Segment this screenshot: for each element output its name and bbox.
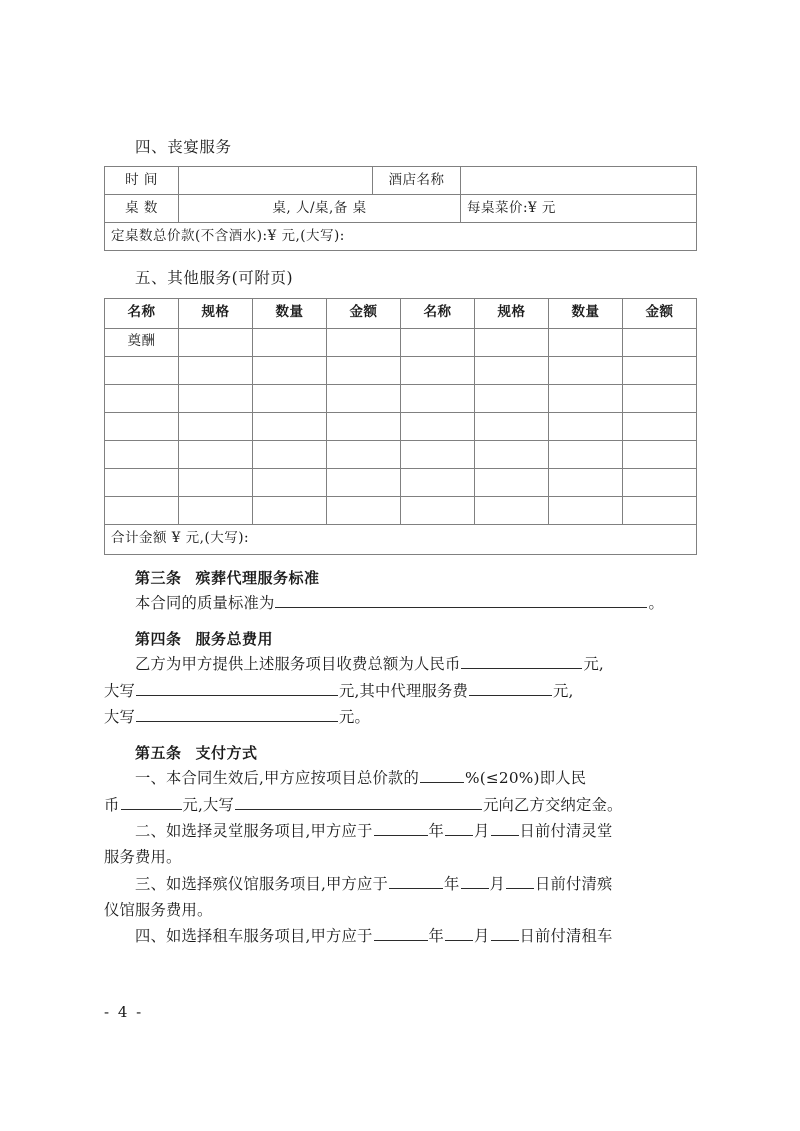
table-cell[interactable]	[327, 412, 401, 440]
table-cell[interactable]	[549, 468, 623, 496]
table-cell[interactable]	[623, 328, 697, 356]
deposit-percent-blank[interactable]	[420, 767, 464, 784]
funeral-home-year-blank[interactable]	[389, 872, 443, 889]
other-services-section-heading: 五、其他服务(可附页)	[135, 269, 294, 288]
column-header: 名称	[401, 298, 475, 328]
table-cell[interactable]	[475, 384, 549, 412]
table-cell[interactable]	[549, 328, 623, 356]
article-4-line-2-mid: 元,其中代理服务费	[339, 681, 469, 700]
article-4-line-3-pre: 大写	[104, 707, 135, 726]
article-4-title: 服务总费用	[195, 630, 274, 649]
other-services-total[interactable]: 合计金额 ¥ 元,(大写):	[105, 524, 697, 554]
article-5-item-4-day: 日前付清租车	[519, 927, 613, 946]
table-cell[interactable]	[475, 468, 549, 496]
table-cell[interactable]	[401, 496, 475, 524]
deposit-amount-words-blank[interactable]	[235, 793, 482, 810]
banquet-time-label: 时 间	[105, 167, 179, 195]
funeral-home-month-blank[interactable]	[461, 872, 489, 889]
article-5-item-2-day: 日前付清灵堂	[519, 822, 613, 841]
table-cell[interactable]	[105, 468, 179, 496]
banquet-table	[104, 166, 697, 251]
table-cell[interactable]	[475, 328, 549, 356]
table-row	[105, 496, 697, 524]
article-5-item-3-line-1	[104, 871, 696, 897]
table-cell[interactable]	[253, 356, 327, 384]
table-cell[interactable]	[253, 328, 327, 356]
hall-month-blank[interactable]	[445, 819, 473, 836]
article-5-item-2-line-1	[104, 818, 696, 844]
article-4-line-3	[104, 704, 696, 730]
article-5-item-3-line-2: 仪馆服务费用。	[104, 900, 213, 919]
table-cell[interactable]	[179, 440, 253, 468]
table-cell[interactable]	[105, 412, 179, 440]
article-5-item-3-month: 月	[489, 874, 506, 893]
table-cell[interactable]	[549, 440, 623, 468]
table-cell[interactable]	[549, 412, 623, 440]
deposit-amount-blank[interactable]	[121, 793, 182, 810]
article-5-item-3-day: 日前付清殡	[535, 874, 613, 893]
article-5-title: 支付方式	[195, 744, 258, 763]
column-header: 名称	[105, 298, 179, 328]
article-5-item-4-month: 月	[474, 927, 490, 946]
table-cell[interactable]	[327, 328, 401, 356]
table-cell[interactable]	[401, 468, 475, 496]
column-header: 规格	[179, 298, 253, 328]
table-cell[interactable]	[401, 384, 475, 412]
table-header-row	[105, 298, 697, 328]
table-row	[105, 440, 697, 468]
table-cell[interactable]	[549, 496, 623, 524]
banquet-total-row[interactable]: 定桌数总价款(不含酒水):¥ 元,(大写):	[105, 223, 697, 251]
table-cell[interactable]	[327, 384, 401, 412]
article-5-heading	[104, 742, 696, 765]
article-4-heading	[104, 628, 696, 651]
page-number: - 4 -	[104, 1003, 144, 1021]
article-4-line-1-post: 元,	[583, 655, 604, 674]
column-header: 金额	[623, 298, 697, 328]
table-cell[interactable]	[549, 356, 623, 384]
article-5-item-1-pre: 一、本合同生效后,甲方应按项目总价款的	[135, 769, 420, 788]
total-fee-words-blank[interactable]	[136, 679, 338, 696]
car-rental-year-blank[interactable]	[374, 925, 428, 942]
article-4-line-1-pre: 乙方为甲方提供上述服务项目收费总额为人民币	[135, 655, 461, 674]
table-cell[interactable]	[105, 440, 179, 468]
table-cell[interactable]	[327, 440, 401, 468]
article-5-item-1-line-1	[104, 765, 696, 791]
column-header: 数量	[253, 298, 327, 328]
article-3-heading	[104, 567, 696, 590]
article-3-line-1	[104, 590, 696, 616]
article-4-line-2-pre: 大写	[104, 681, 135, 700]
hall-year-blank[interactable]	[374, 819, 428, 836]
article-3-line-1-post: 。	[648, 593, 664, 612]
banquet-time-value[interactable]	[179, 167, 373, 195]
table-cell[interactable]	[179, 496, 253, 524]
table-row	[105, 328, 697, 356]
table-cell[interactable]	[253, 496, 327, 524]
agency-fee-words-blank[interactable]	[136, 705, 338, 722]
article-3-number: 第三条	[135, 568, 182, 587]
table-cell[interactable]	[623, 468, 697, 496]
article-5-item-3-year: 年	[444, 874, 460, 893]
column-header: 金额	[327, 298, 401, 328]
table-cell[interactable]	[401, 356, 475, 384]
article-5-item-1-mid3: 元,大写	[182, 795, 235, 814]
article-5-item-1-post: 元向乙方交纳定金。	[483, 795, 623, 814]
table-row	[105, 195, 697, 223]
table-cell[interactable]	[179, 468, 253, 496]
page-content	[104, 136, 696, 950]
article-5-item-2-pre: 二、如选择灵堂服务项目,甲方应于	[135, 822, 373, 841]
table-cell[interactable]	[105, 496, 179, 524]
table-cell[interactable]	[327, 496, 401, 524]
table-row	[105, 356, 697, 384]
table-cell[interactable]	[401, 412, 475, 440]
table-cell[interactable]	[623, 356, 697, 384]
table-cell[interactable]	[475, 356, 549, 384]
table-cell[interactable]	[253, 384, 327, 412]
banquet-price-per-table[interactable]: 每桌菜价:¥ 元	[461, 195, 697, 223]
article-3-line-1-pre: 本合同的质量标准为	[135, 593, 275, 612]
article-5-item-1-mid1: %(≤20%)即人民	[465, 769, 587, 788]
table-cell[interactable]	[327, 356, 401, 384]
table-cell[interactable]	[623, 384, 697, 412]
table-cell[interactable]	[401, 440, 475, 468]
article-5-item-4-pre: 四、如选择租车服务项目,甲方应于	[135, 927, 373, 946]
article-5-item-2-month: 月	[474, 822, 490, 841]
table-cell[interactable]	[475, 496, 549, 524]
banquet-tables-label: 桌 数	[105, 195, 179, 223]
article-5-item-2-line-2: 服务费用。	[104, 848, 182, 867]
table-row	[105, 223, 697, 251]
article-4-line-1	[104, 651, 696, 677]
table-cell[interactable]	[105, 356, 179, 384]
table-cell[interactable]	[253, 468, 327, 496]
table-cell[interactable]	[623, 412, 697, 440]
car-rental-month-blank[interactable]	[445, 925, 473, 942]
car-rental-day-blank[interactable]	[491, 925, 519, 942]
table-row	[105, 468, 697, 496]
article-3-title: 殡葬代理服务标准	[195, 568, 320, 587]
column-header: 规格	[475, 298, 549, 328]
hall-day-blank[interactable]	[491, 819, 519, 836]
table-cell[interactable]	[475, 440, 549, 468]
total-fee-blank[interactable]	[461, 653, 582, 670]
article-5-item-4-line-1	[104, 923, 696, 949]
table-row	[105, 167, 697, 195]
table-cell[interactable]	[179, 384, 253, 412]
quality-standard-blank[interactable]	[275, 591, 647, 608]
agency-fee-blank[interactable]	[469, 679, 552, 696]
table-cell[interactable]	[105, 384, 179, 412]
banquet-section-heading: 四、丧宴服务	[135, 138, 232, 156]
article-4-line-2	[104, 678, 696, 704]
table-cell[interactable]	[253, 412, 327, 440]
table-cell[interactable]	[623, 440, 697, 468]
table-cell[interactable]	[179, 356, 253, 384]
table-cell[interactable]: 奠酬	[105, 328, 179, 356]
article-5-item-3-pre: 三、如选择殡仪馆服务项目,甲方应于	[135, 874, 389, 893]
table-cell[interactable]	[623, 496, 697, 524]
table-cell[interactable]	[179, 328, 253, 356]
article-5-item-2-year: 年	[428, 822, 445, 841]
table-cell[interactable]	[401, 328, 475, 356]
funeral-home-day-blank[interactable]	[506, 872, 534, 889]
article-5-item-4-year: 年	[428, 927, 445, 946]
article-5-item-1-line-2	[104, 792, 696, 818]
article-4-number: 第四条	[135, 630, 182, 649]
other-services-table	[104, 298, 697, 555]
banquet-hotel-label: 酒店名称	[373, 167, 461, 195]
table-cell[interactable]	[179, 412, 253, 440]
article-5-item-1-mid2: 币	[104, 795, 120, 814]
table-cell[interactable]	[327, 468, 401, 496]
article-4-line-2-post: 元,	[553, 681, 574, 700]
article-4-line-3-post: 元。	[339, 707, 370, 726]
table-row	[105, 412, 697, 440]
table-total-row	[105, 524, 697, 554]
table-cell[interactable]	[549, 384, 623, 412]
article-5-number: 第五条	[135, 744, 182, 763]
table-row	[105, 384, 697, 412]
table-cell[interactable]	[475, 412, 549, 440]
table-cell[interactable]	[253, 440, 327, 468]
banquet-tables-value[interactable]: 桌, 人/桌,备 桌	[179, 195, 461, 223]
column-header: 数量	[549, 298, 623, 328]
banquet-hotel-value[interactable]	[461, 167, 697, 195]
